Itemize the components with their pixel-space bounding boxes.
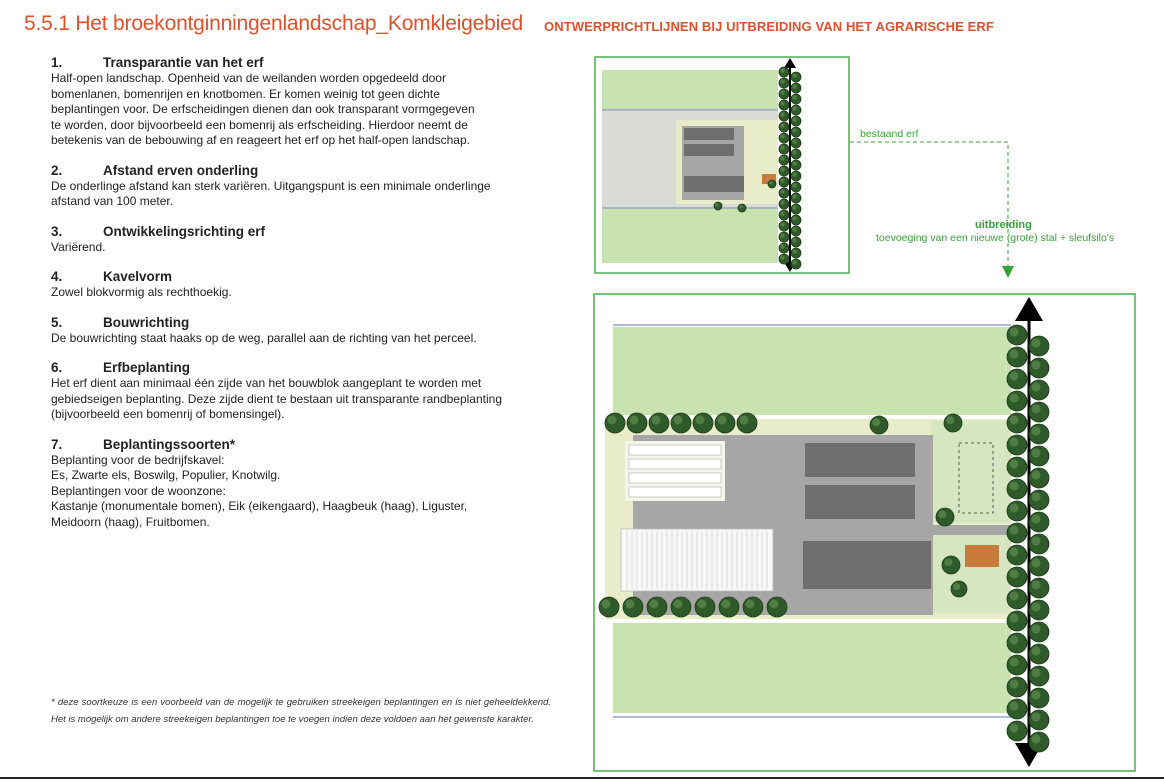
- section-body: [51, 453, 551, 531]
- tree-highlight: [1010, 526, 1019, 535]
- tree-highlight: [715, 203, 719, 207]
- tree-highlight: [1032, 603, 1041, 612]
- guideline-section: [51, 315, 551, 347]
- tree-highlight: [780, 200, 785, 205]
- barn-roof: [805, 485, 915, 519]
- tree-highlight: [792, 117, 797, 122]
- tree-highlight: [1010, 504, 1019, 513]
- tree-highlight: [740, 416, 749, 425]
- tree-highlight: [1032, 515, 1041, 524]
- guideline-section: [51, 437, 551, 531]
- tree-highlight: [792, 205, 797, 210]
- tree-highlight: [1010, 482, 1019, 491]
- tree-highlight: [1032, 559, 1041, 568]
- body-line: De onderlinge afstand kan sterk variëren. Uitgangspunt is een minimale onderlinge: [51, 178, 491, 193]
- body-line: afstand van 100 meter.: [51, 194, 174, 208]
- tree-highlight: [780, 145, 785, 150]
- tree-highlight: [780, 211, 785, 216]
- guideline-section: [51, 269, 551, 301]
- section-number: 5.: [51, 314, 63, 330]
- body-line: te worden, door bijvoorbeeld een bomenrij als erfscheiding. Hierdoor neemt de: [51, 117, 468, 132]
- tree-highlight: [792, 139, 797, 144]
- tree-highlight: [792, 183, 797, 188]
- silo-slot: [629, 459, 721, 469]
- silo-slot: [629, 487, 721, 497]
- tree-highlight: [1010, 438, 1019, 447]
- tree-highlight: [1010, 548, 1019, 557]
- tree-highlight: [780, 222, 785, 227]
- tree-highlight: [780, 255, 785, 260]
- section-body: [51, 240, 551, 256]
- body-line: Half-open landschap. Openheid van de weilanden worden opgedeeld door: [51, 71, 446, 85]
- tree-highlight: [1032, 669, 1041, 678]
- tree-highlight: [792, 216, 797, 221]
- garden-north: [931, 421, 1011, 523]
- silo-slot: [629, 473, 721, 483]
- tree-highlight: [1010, 328, 1019, 337]
- diagram-connector: [848, 136, 1018, 286]
- body-line: Beplanting voor de bedrijfskavel:: [51, 452, 225, 467]
- section-number: 2.: [51, 162, 63, 178]
- tree-highlight: [1032, 471, 1041, 480]
- existing-farmyard-plan: [594, 56, 850, 274]
- guidelines-list: [51, 55, 551, 544]
- tree-highlight: [1032, 713, 1041, 722]
- tree-highlight: [1032, 383, 1041, 392]
- body-line: Kastanje (monumentale bomen), Eik (eikengaard), Haagbeuk (haag), Liguster,: [51, 499, 468, 513]
- section-body: [51, 331, 551, 347]
- guideline-section: [51, 360, 551, 423]
- barn-roof: [805, 443, 915, 477]
- dashed-connector-line: [850, 142, 1008, 266]
- body-line: (bijvoorbeeld een bomenrij of bomensingel).: [51, 407, 285, 421]
- tree-highlight: [1010, 372, 1019, 381]
- section-title: Afstand erven onderling: [103, 162, 259, 178]
- tree-highlight: [1010, 680, 1019, 689]
- tree-highlight: [1032, 581, 1041, 590]
- tree-highlight: [780, 101, 785, 106]
- section-title: Kavelvorm: [103, 269, 173, 284]
- section-heading: [51, 55, 551, 71]
- tree-highlight: [780, 79, 785, 84]
- tree-highlight: [650, 600, 659, 609]
- tree-highlight: [1010, 416, 1019, 425]
- section-heading: [51, 163, 551, 179]
- tree-highlight: [1032, 427, 1041, 436]
- body-line: bomenlanen, bomenrijen en knotbomen. Er komen weinig tot geen dichte: [51, 86, 440, 101]
- meadow-top: [613, 327, 1011, 415]
- tree-highlight: [1010, 636, 1019, 645]
- footnote: * deze soortkeuze is een voorbeeld van de mogelijk te gebruiken streekeigen beplantingen en is niet geheeldekkend. Het is mogelijk om andere streekeigen beplantingen toe te voegen indien deze voldoen aan het gewenste karakter.: [51, 697, 551, 725]
- tree-highlight: [696, 416, 705, 425]
- tree-highlight: [1010, 658, 1019, 667]
- section-heading: [51, 437, 551, 453]
- tree-highlight: [718, 416, 727, 425]
- body-line: Zowel blokvormig als rechthoekig.: [51, 285, 232, 299]
- tree-highlight: [698, 600, 707, 609]
- tree-highlight: [1032, 405, 1041, 414]
- tree-highlight: [1010, 614, 1019, 623]
- tree-highlight: [1032, 647, 1041, 656]
- body-line: Variërend.: [51, 239, 106, 254]
- tree-highlight: [780, 90, 785, 95]
- body-line: beplantingen voor. De erfscheidingen dienen dan ook transparant vormgegeven: [51, 102, 475, 116]
- tree-highlight: [1032, 625, 1041, 634]
- tree-highlight: [792, 194, 797, 199]
- tree-highlight: [944, 558, 952, 566]
- house-roof: [965, 545, 999, 567]
- section-number: 3.: [51, 223, 63, 239]
- tree-highlight: [626, 600, 635, 609]
- tree-highlight: [780, 123, 785, 128]
- tree-highlight: [792, 150, 797, 155]
- label-existing-yard: bestaand erf: [860, 128, 919, 140]
- body-line: De bouwrichting staat haaks op de weg, parallel aan de richting van het perceel.: [51, 330, 477, 345]
- tree-highlight: [652, 416, 661, 425]
- tree-highlight: [780, 178, 785, 183]
- section-title: Ontwikkelingsrichting erf: [103, 223, 266, 239]
- tree-highlight: [1010, 570, 1019, 579]
- body-line: Het erf dient aan minimaal één zijde van het bouwblok aangeplant te worden met: [51, 376, 482, 390]
- label-extension-title: uitbreiding: [975, 219, 1032, 231]
- tree-highlight: [674, 600, 683, 609]
- tree-highlight: [780, 189, 785, 194]
- tree-highlight: [1010, 460, 1019, 469]
- section-heading: [51, 360, 551, 376]
- barn-roof: [684, 144, 734, 156]
- tree-highlight: [792, 260, 797, 265]
- tree-highlight: [1032, 361, 1041, 370]
- section-number: 7.: [51, 436, 63, 452]
- tree-highlight: [602, 600, 611, 609]
- tree-highlight: [780, 167, 785, 172]
- section-body: [51, 179, 551, 210]
- tree-highlight: [780, 233, 785, 238]
- section-body: [51, 376, 551, 423]
- tree-highlight: [722, 600, 731, 609]
- section-title: Bouwrichting: [103, 314, 190, 330]
- section-number: 1.: [51, 55, 63, 70]
- tree-highlight: [946, 416, 954, 424]
- tree-highlight: [792, 161, 797, 166]
- tree-highlight: [1010, 702, 1019, 711]
- section-number: 6.: [51, 360, 63, 375]
- tree-highlight: [1032, 537, 1041, 546]
- tree-highlight: [1032, 449, 1041, 458]
- tree-highlight: [1010, 592, 1019, 601]
- tree-highlight: [780, 156, 785, 161]
- extended-farmyard-plan: [593, 293, 1136, 772]
- tree-highlight: [792, 249, 797, 254]
- tree-highlight: [938, 510, 946, 518]
- meadow-bottom: [602, 208, 778, 263]
- page-subtitle: ONTWERPRICHTLIJNEN BIJ UITBREIDING VAN HET AGRARISCHE ERF: [544, 19, 994, 34]
- tree-highlight: [792, 84, 797, 89]
- barn-roof: [803, 541, 931, 589]
- tree-highlight: [792, 106, 797, 111]
- tree-highlight: [1032, 735, 1041, 744]
- bottom-rule: [0, 777, 1164, 779]
- tree-highlight: [739, 205, 743, 209]
- section-title: Beplantingssoorten*: [103, 436, 236, 452]
- body-line: Meidoorn (haag), Fruitbomen.: [51, 514, 210, 529]
- section-heading: [51, 269, 551, 285]
- barn-roof: [684, 176, 744, 192]
- tree-highlight: [953, 583, 960, 590]
- page-header: [24, 12, 1144, 42]
- tree-highlight: [780, 68, 785, 73]
- tree-highlight: [1032, 339, 1041, 348]
- tree-highlight: [792, 73, 797, 78]
- section-body: [51, 285, 551, 301]
- guideline-section: [51, 55, 551, 149]
- meadow-bottom: [613, 623, 1011, 713]
- arrow-down-icon: [1002, 266, 1014, 278]
- page-title: 5.5.1 Het broekontginningenlandschap_Komkleigebied: [24, 12, 524, 35]
- tree-highlight: [792, 172, 797, 177]
- silo-slot: [629, 445, 721, 455]
- tree-highlight: [792, 128, 797, 133]
- tree-highlight: [1010, 394, 1019, 403]
- body-line: Es, Zwarte els, Boswilg, Populier, Knotwilg.: [51, 468, 281, 482]
- section-heading: [51, 224, 551, 240]
- section-heading: [51, 315, 551, 331]
- guideline-section: [51, 224, 551, 256]
- barn-roof: [684, 128, 734, 140]
- tree-highlight: [630, 416, 639, 425]
- tree-highlight: [746, 600, 755, 609]
- section-title: Erfbeplanting: [103, 360, 190, 375]
- label-extension-desc: toevoeging van een nieuwe (grote) stal + sleufsilo's: [876, 232, 1115, 244]
- meadow-top: [602, 70, 778, 110]
- tree-highlight: [872, 418, 880, 426]
- tree-highlight: [674, 416, 683, 425]
- tree-highlight: [608, 416, 617, 425]
- body-line: betekenis van de bebouwing af en reageert het erf op het half-open landschap.: [51, 133, 470, 147]
- tree-highlight: [1010, 350, 1019, 359]
- body-line: Beplantingen voor de woonzone:: [51, 483, 226, 498]
- tree-highlight: [770, 600, 779, 609]
- tree-highlight: [780, 244, 785, 249]
- tree-highlight: [792, 227, 797, 232]
- tree-highlight: [792, 238, 797, 243]
- section-title: Transparantie van het erf: [103, 55, 264, 70]
- body-line: gebiedseigen beplanting. Deze zijde dient te bestaan uit transparante randbeplanting: [51, 391, 502, 406]
- tree-highlight: [780, 112, 785, 117]
- tree-highlight: [1032, 493, 1041, 502]
- tree-highlight: [769, 181, 773, 185]
- tree-highlight: [780, 134, 785, 139]
- section-number: 4.: [51, 269, 63, 284]
- tree-highlight: [792, 95, 797, 100]
- section-body: [51, 71, 551, 149]
- tree-highlight: [1032, 691, 1041, 700]
- tree-highlight: [1010, 724, 1019, 733]
- guideline-section: [51, 163, 551, 210]
